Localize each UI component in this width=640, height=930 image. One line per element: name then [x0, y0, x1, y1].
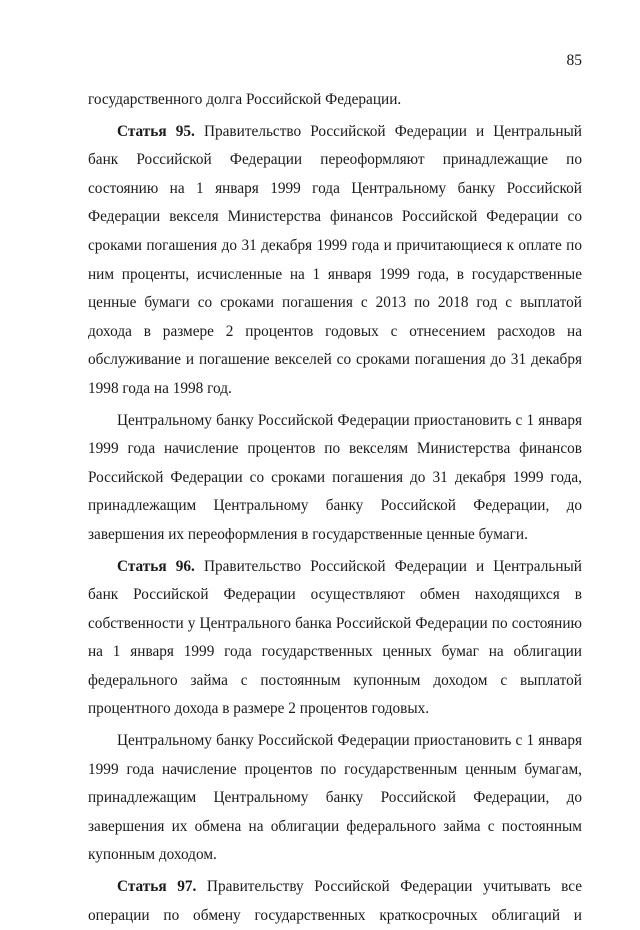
paragraph-text: Центральному банку Российской Федерации приостановить с 1 января 1999 года начисление процентов по векселям Министерства финансов Российской Федерации со сроками погашения до 31 декабря 1999 года, принадлежащим Центральному банку Российской Федерации, до завершения их переоформления в государственные ценные бумаги.	[88, 411, 582, 543]
article-95-text: Правительство Российской Федерации и Центральный банк Российской Федерации переоформляют принадлежащие по состоянию на 1 января 1999 года Центральному банку Российской Федерации векселя Министерства финансов Российской Федерации со сроками погашения до 31 декабря 1999 года и причитающиеся к оплате по ним проценты, исчисленные на 1 января 1999 года, в государственные ценные бумаги со сроками погашения с 2013 по 2018 год с выплатой дохода в размере 2 процентов годовых с отнесением расходов на обслуживание и погашение векселей со сроками погашения до 31 декабря 1998 года на 1998 год.	[88, 122, 582, 397]
paragraph-text: Центральному банку Российской Федерации приостановить с 1 января 1999 года начисление процентов по государственным ценным бумагам, принадлежащим Центральному банку Российской Федерации, до завершения их обмена на облигации федерального займа с постоянным купонным доходом.	[88, 732, 582, 864]
article-96-text: Правительство Российской Федерации и Центральный банк Российской Федерации осуществляют обмен находящихся в собственности у Центрального банка Российской Федерации по состоянию на 1 января 1999 года государственных ценных бумаг на облигации федерального займа с постоянным купонным доходом с выплатой процентного дохода в размере 2 процентов годовых.	[88, 557, 582, 718]
article-97-paragraph	[88, 873, 582, 930]
article-96-provision-paragraph	[88, 727, 582, 870]
page-body	[88, 86, 582, 930]
article-96-paragraph	[88, 553, 582, 725]
article-97-text: Правительству Российской Федерации учитывать все операции по обмену государственных краткосрочных облигаций и	[88, 878, 583, 924]
page-number: 85	[566, 52, 582, 69]
article-95-provision-paragraph	[88, 407, 582, 550]
article-95-label: Статья 95.	[117, 122, 195, 140]
article-96-label: Статья 96.	[117, 557, 195, 575]
article-95-paragraph	[88, 118, 582, 404]
article-97-label: Статья 97.	[117, 878, 197, 896]
continuation-paragraph	[88, 86, 582, 115]
paragraph-text: государственного долга Российской Федерации.	[88, 91, 402, 108]
